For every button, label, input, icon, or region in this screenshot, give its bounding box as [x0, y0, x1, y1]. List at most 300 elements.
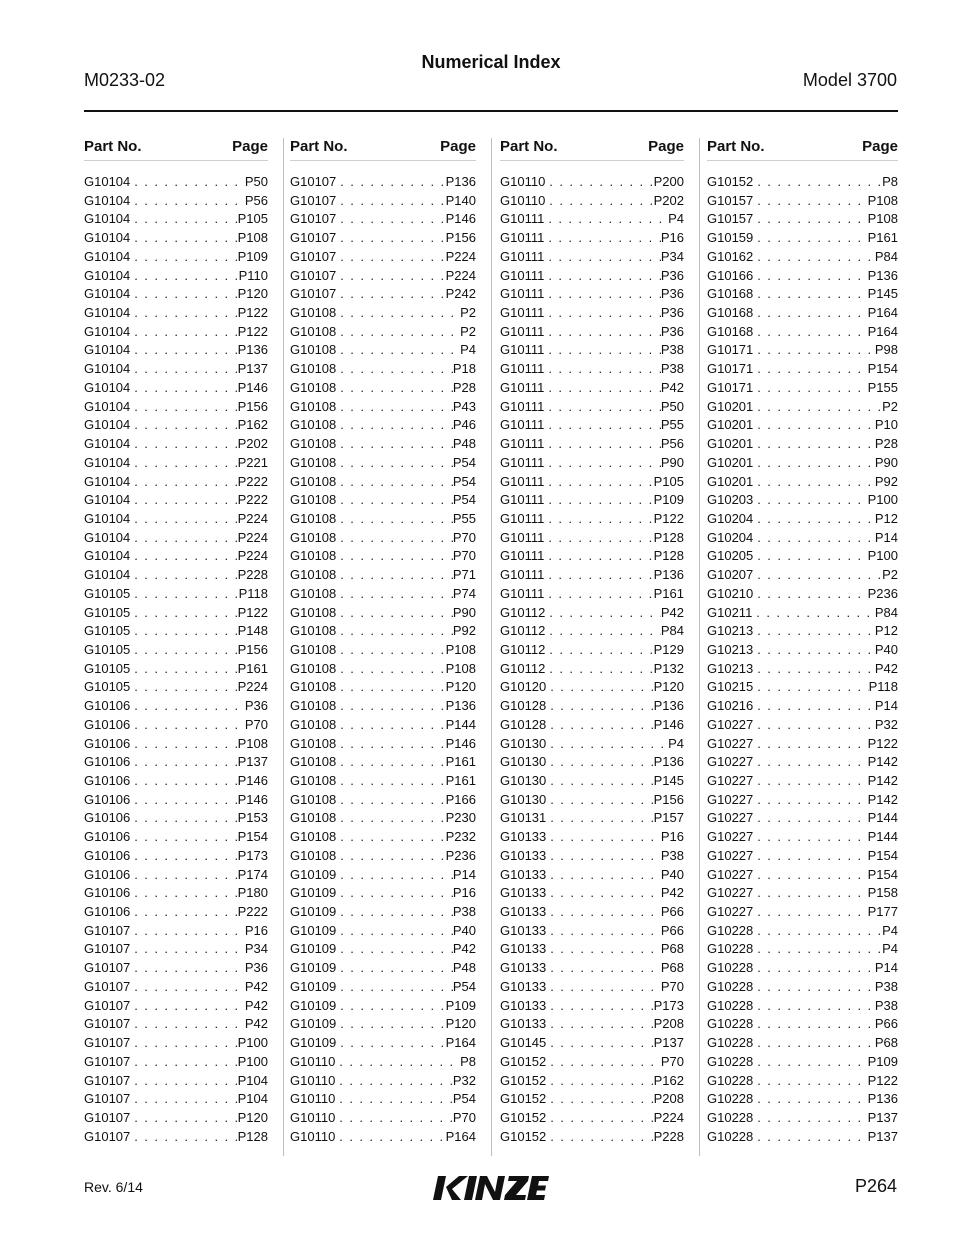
page-reference: P42	[660, 885, 684, 901]
index-entry	[707, 979, 898, 998]
index-entry	[707, 286, 898, 305]
page-reference: P70	[452, 1109, 476, 1125]
page-reference: P162	[653, 1072, 684, 1088]
page-reference: P90	[452, 604, 476, 620]
index-entry	[707, 305, 898, 324]
index-entry	[84, 923, 268, 942]
page-reference: P54	[452, 454, 476, 470]
part-number: G10130	[500, 791, 547, 807]
dot-leader	[753, 1073, 867, 1088]
dot-leader	[130, 174, 245, 189]
dot-leader	[130, 810, 237, 825]
dot-leader	[130, 736, 237, 751]
page-reference: P164	[445, 1128, 476, 1144]
index-entry	[290, 661, 476, 680]
column-divider	[283, 138, 284, 1156]
page-reference: P40	[660, 866, 684, 882]
part-number: G10227	[707, 829, 754, 845]
index-entry	[500, 979, 684, 998]
dot-leader	[544, 548, 653, 563]
part-number: G10105	[84, 623, 131, 639]
page-reference: P100	[867, 492, 898, 508]
dot-leader	[130, 885, 237, 900]
page-reference: P118	[868, 679, 898, 695]
dot-leader	[336, 810, 445, 825]
index-entry	[290, 342, 476, 361]
page-reference: P158	[867, 885, 898, 901]
part-number: G10168	[707, 305, 754, 321]
index-entry	[500, 1016, 684, 1035]
page-reference: P70	[660, 978, 684, 994]
dot-leader	[336, 792, 445, 807]
dot-leader	[336, 960, 453, 975]
page-reference: P224	[445, 248, 476, 264]
page-reference: P50	[244, 174, 268, 189]
index-entry	[290, 548, 476, 567]
dot-leader	[336, 249, 445, 264]
part-number: G10152	[500, 1091, 547, 1107]
page-reference: P43	[452, 398, 476, 414]
part-number: G10110	[290, 1053, 336, 1069]
index-entry	[84, 904, 268, 923]
index-entry	[290, 1129, 476, 1148]
index-columns	[84, 136, 898, 1156]
index-entry	[500, 998, 684, 1017]
dot-leader	[546, 960, 661, 975]
index-entry	[707, 1016, 898, 1035]
dot-leader	[130, 1035, 237, 1050]
index-entry	[84, 249, 268, 268]
part-number: G10108	[290, 773, 337, 788]
part-number: G10109	[290, 1016, 337, 1032]
part-number: G10108	[290, 379, 337, 395]
index-entry	[707, 380, 898, 399]
part-number: G10104	[84, 230, 131, 246]
index-list	[290, 174, 476, 1147]
index-entry	[707, 642, 898, 661]
part-number: G10104	[84, 323, 131, 339]
page-reference: P4	[882, 941, 898, 957]
index-entry	[84, 661, 268, 680]
part-number: G10107	[84, 997, 131, 1013]
page-reference: P16	[452, 885, 476, 901]
page-reference: P54	[452, 492, 476, 508]
page-reference: P34	[660, 248, 684, 264]
index-entry	[707, 211, 898, 230]
page-reference: P120	[445, 1016, 476, 1032]
index-entry	[84, 361, 268, 380]
part-number: G10110	[290, 1072, 336, 1088]
part-number: G10227	[707, 754, 754, 770]
index-entry	[500, 342, 684, 361]
part-number: G10111	[500, 454, 545, 470]
part-number: G10104	[84, 305, 131, 321]
dot-leader	[336, 679, 445, 694]
dot-leader	[753, 904, 867, 919]
part-number: G10130	[500, 735, 547, 751]
part-number: G10109	[290, 885, 337, 901]
part-number: G10111	[500, 267, 545, 283]
dot-leader	[753, 548, 867, 563]
dot-leader	[130, 623, 237, 638]
page-reference: P122	[237, 305, 268, 321]
dot-leader	[336, 342, 460, 357]
part-number: G10111	[500, 548, 545, 564]
index-entry	[707, 361, 898, 380]
dot-leader	[544, 305, 661, 320]
dot-leader	[546, 1091, 653, 1106]
index-entry	[500, 792, 684, 811]
part-number: G10120	[500, 679, 547, 695]
page-reference: P56	[660, 436, 684, 452]
page-reference: P242	[445, 286, 476, 302]
page-reference: P71	[452, 567, 476, 583]
page-reference: P136	[237, 342, 268, 358]
part-number: G10227	[707, 716, 754, 732]
dot-leader	[336, 754, 445, 769]
index-entry	[500, 286, 684, 305]
part-number: G10105	[84, 641, 131, 657]
part-number: G10105	[84, 604, 131, 620]
index-entry	[707, 754, 898, 773]
page-reference: P16	[244, 922, 268, 938]
dot-leader	[546, 679, 653, 694]
part-number: G10106	[84, 791, 131, 807]
index-entry	[500, 1129, 684, 1148]
index-entry	[290, 1110, 476, 1129]
index-entry	[500, 361, 684, 380]
dot-leader	[130, 380, 237, 395]
dot-leader	[752, 605, 875, 620]
part-number: G10104	[84, 567, 131, 583]
index-entry	[84, 623, 268, 642]
part-number: G10107	[290, 192, 337, 208]
dot-leader	[336, 1016, 445, 1031]
dot-leader	[753, 829, 867, 844]
index-entry	[500, 305, 684, 324]
page-reference: P136	[653, 754, 684, 770]
part-number: G10108	[290, 604, 337, 620]
page-reference: P137	[237, 754, 268, 770]
index-entry	[290, 960, 476, 979]
index-entry	[290, 305, 476, 324]
index-entry	[290, 361, 476, 380]
page-reference: P146	[237, 773, 268, 788]
dot-leader	[753, 380, 867, 395]
index-entry	[290, 605, 476, 624]
page-reference: P2	[460, 305, 476, 321]
page-reference: P92	[452, 623, 476, 639]
page-reference: P66	[874, 1016, 898, 1032]
part-number: G10108	[290, 548, 337, 564]
page-reference: P145	[653, 773, 684, 788]
page-reference: P14	[874, 960, 898, 976]
index-entry	[707, 1129, 898, 1148]
page-reference: P142	[867, 791, 898, 807]
part-number: G10228	[707, 1016, 754, 1032]
index-entry	[84, 511, 268, 530]
page-reference: P153	[237, 810, 268, 826]
index-entry	[84, 586, 268, 605]
part-number: G10106	[84, 829, 131, 845]
dot-leader	[753, 417, 875, 432]
page-reference: P36	[244, 698, 268, 714]
dot-leader	[335, 1054, 460, 1069]
dot-leader	[753, 268, 867, 283]
part-number: G10107	[84, 1072, 131, 1088]
page-reference: P74	[452, 585, 476, 601]
index-entry	[707, 1035, 898, 1054]
dot-leader	[130, 268, 238, 283]
part-number: G10130	[500, 754, 547, 770]
part-number: G10112	[500, 641, 546, 657]
dot-leader	[545, 174, 653, 189]
dot-leader	[544, 492, 653, 507]
page-reference: P122	[867, 1072, 898, 1088]
index-entry	[707, 586, 898, 605]
part-number: G10201	[707, 473, 754, 489]
part-number: G10112	[500, 604, 546, 620]
page-reference: P136	[867, 1091, 898, 1107]
dot-leader	[336, 474, 453, 489]
page-header: Page	[232, 138, 268, 155]
part-number: G10133	[500, 885, 547, 901]
dot-leader	[544, 286, 661, 301]
part-number: G10108	[290, 716, 337, 732]
page-reference: P144	[445, 716, 476, 732]
page-reference: P228	[237, 567, 268, 583]
part-number: G10111	[500, 379, 545, 395]
index-entry	[84, 1129, 268, 1148]
dot-leader	[336, 324, 460, 339]
part-number: G10108	[290, 361, 337, 377]
index-entry	[84, 885, 268, 904]
page-reference: P38	[660, 342, 684, 358]
part-number: G10108	[290, 810, 337, 826]
part-number: G10104	[84, 267, 131, 283]
page-reference: P109	[237, 248, 268, 264]
dot-leader	[753, 286, 867, 301]
dot-leader	[753, 361, 867, 376]
page-reference: P157	[653, 810, 684, 826]
index-entry	[84, 829, 268, 848]
index-entry	[290, 324, 476, 343]
dot-leader	[130, 567, 237, 582]
index-entry	[707, 960, 898, 979]
page-reference: P128	[237, 1128, 268, 1144]
dot-leader	[336, 1035, 445, 1050]
dot-leader	[546, 904, 661, 919]
index-entry	[707, 848, 898, 867]
page-reference: P230	[445, 810, 476, 826]
dot-leader	[753, 623, 875, 638]
index-entry	[84, 492, 268, 511]
index-entry	[290, 211, 476, 230]
index-entry	[84, 417, 268, 436]
page-reference: P4	[882, 922, 898, 938]
part-number: G10108	[290, 529, 337, 545]
part-number: G10107	[84, 960, 131, 976]
index-entry	[84, 1035, 268, 1054]
page-reference: P38	[660, 847, 684, 863]
page-reference: P122	[653, 510, 684, 526]
index-entry	[500, 867, 684, 886]
index-entry	[84, 979, 268, 998]
dot-leader	[130, 773, 237, 788]
page-reference: P224	[237, 529, 268, 545]
index-list	[707, 174, 898, 1147]
dot-leader	[753, 1091, 867, 1106]
index-entry	[290, 717, 476, 736]
index-entry	[84, 567, 268, 586]
part-number: G10108	[290, 473, 337, 489]
index-entry	[290, 792, 476, 811]
index-entry	[84, 230, 268, 249]
part-number: G10104	[84, 342, 131, 358]
dot-leader	[335, 1129, 445, 1144]
part-number: G10152	[500, 1128, 547, 1144]
dot-leader	[753, 717, 875, 732]
index-entry	[500, 941, 684, 960]
dot-leader	[130, 342, 237, 357]
part-number: G10104	[84, 379, 131, 395]
index-entry	[290, 885, 476, 904]
dot-leader	[546, 1054, 661, 1069]
index-entry	[290, 1054, 476, 1073]
page-reference: P42	[874, 660, 898, 676]
index-entry	[290, 923, 476, 942]
page-reference: P136	[653, 567, 684, 583]
dot-leader	[753, 305, 867, 320]
part-number: G10104	[84, 548, 131, 564]
dot-leader	[753, 923, 882, 938]
page-reference: P48	[452, 960, 476, 976]
index-entry	[290, 399, 476, 418]
index-entry	[84, 736, 268, 755]
part-number: G10131	[500, 810, 547, 826]
part-number: G10166	[707, 267, 754, 283]
dot-leader	[546, 885, 661, 900]
part-number: G10227	[707, 847, 754, 863]
dot-leader	[130, 754, 237, 769]
index-entry	[707, 230, 898, 249]
part-number: G10133	[500, 904, 547, 920]
page-reference: P164	[867, 305, 898, 321]
index-entry	[84, 268, 268, 287]
index-entry	[707, 417, 898, 436]
index-entry	[84, 941, 268, 960]
page-reference: P36	[244, 960, 268, 976]
dot-leader	[753, 492, 867, 507]
part-number: G10157	[707, 211, 754, 227]
page-reference: P32	[452, 1072, 476, 1088]
dot-leader	[753, 960, 875, 975]
page-reference: P18	[452, 361, 476, 377]
part-number: G10128	[500, 716, 547, 732]
page-reference: P120	[237, 286, 268, 302]
dot-leader	[336, 567, 453, 582]
index-column-2	[290, 136, 476, 1156]
index-entry	[290, 642, 476, 661]
index-entry	[290, 679, 476, 698]
page-reference: P108	[867, 211, 898, 227]
part-number: G10107	[290, 248, 337, 264]
part-no-header: Part No.	[707, 138, 765, 155]
dot-leader	[544, 249, 661, 264]
dot-leader	[544, 586, 653, 601]
part-number: G10110	[290, 1109, 336, 1125]
page-reference: P10	[874, 417, 898, 433]
part-number: G10201	[707, 417, 754, 433]
part-number: G10201	[707, 398, 754, 414]
page-reference: P104	[237, 1091, 268, 1107]
part-number: G10110	[290, 1128, 336, 1144]
index-column-1	[84, 136, 268, 1156]
index-entry	[500, 417, 684, 436]
part-number: G10227	[707, 866, 754, 882]
dot-leader	[753, 773, 867, 788]
part-number: G10207	[707, 567, 754, 583]
index-entry	[707, 1091, 898, 1110]
index-entry	[707, 885, 898, 904]
part-number: G10108	[290, 342, 337, 358]
page-reference: P54	[452, 978, 476, 994]
dot-leader	[544, 361, 661, 376]
part-number: G10111	[500, 361, 545, 377]
page-reference: P136	[445, 174, 476, 189]
part-number: G10107	[84, 978, 131, 994]
index-entry	[500, 230, 684, 249]
part-number: G10204	[707, 510, 754, 526]
dot-leader	[336, 193, 445, 208]
dot-leader	[336, 642, 445, 657]
index-entry	[707, 605, 898, 624]
part-number: G10227	[707, 791, 754, 807]
dot-leader	[130, 698, 245, 713]
index-entry	[707, 679, 898, 698]
part-number: G10215	[707, 679, 754, 695]
part-number: G10227	[707, 885, 754, 901]
dot-leader	[753, 474, 875, 489]
part-number: G10210	[707, 585, 754, 601]
index-entry	[500, 1073, 684, 1092]
index-list	[84, 174, 268, 1147]
part-number: G10111	[500, 417, 545, 433]
dot-leader	[753, 586, 867, 601]
dot-leader	[130, 1091, 237, 1106]
page-reference: P70	[244, 716, 268, 732]
page-reference: P129	[653, 641, 684, 657]
index-entry	[707, 530, 898, 549]
index-entry	[290, 848, 476, 867]
part-number: G10111	[500, 492, 545, 508]
index-entry	[290, 1035, 476, 1054]
page-reference: P84	[874, 248, 898, 264]
index-entry	[84, 605, 268, 624]
page-reference: P42	[660, 379, 684, 395]
page-reference: P110	[238, 267, 268, 283]
part-number: G10109	[290, 904, 337, 920]
dot-leader	[336, 399, 453, 414]
page-reference: P32	[874, 716, 898, 732]
index-entry	[500, 436, 684, 455]
index-entry	[84, 474, 268, 493]
page-reference: P66	[660, 922, 684, 938]
index-entry	[500, 717, 684, 736]
dot-leader	[336, 848, 445, 863]
index-entry	[707, 548, 898, 567]
dot-leader	[545, 661, 653, 676]
